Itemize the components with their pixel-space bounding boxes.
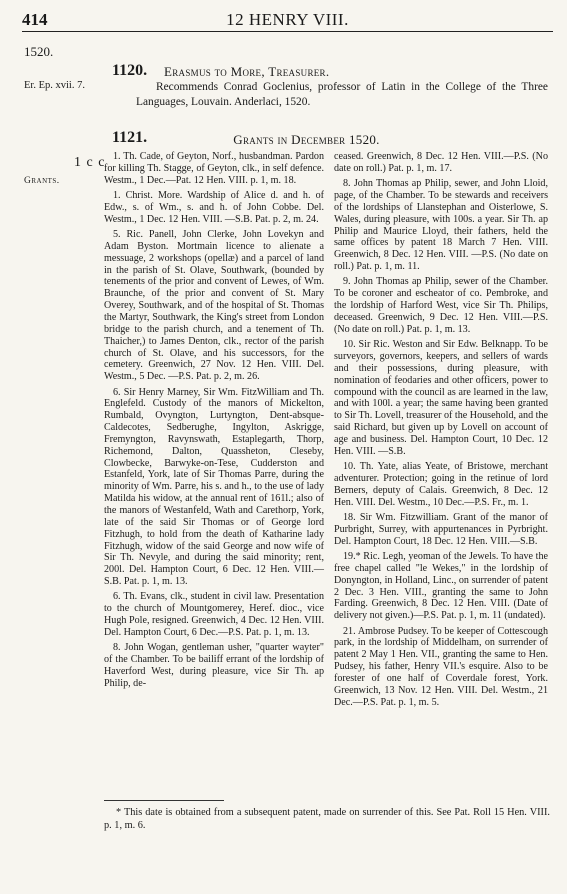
grant-item: 5. Ric. Panell, John Clerke, John Lovekyn and Adam Byston. Mortmain licence to alienate a messuage, 2 workshops (opellæ) and a parcel of land in the parish of St. Olave, Southwark, (bounded by tenements of the prior and convent of Lewes, of Wm. Braunche, of the prior and convent of St. Mary Overey, Southwark, and of the hospital of St. Thomas the Martyr, Southwark, the King's street from London bridge to the parish church, and a tenement of Th. Thaicher,) to James Denton, clk., rector of the parish church of St. Olave, and his successors, for the cemetery. Greenwich, 27 Nov. 12 Hen. VIII. Del. Westm., 5 Dec. —P.S. Pat. p. 2, m. 26. [104, 229, 324, 383]
grant-item: 6. Th. Evans, clk., student in civil law. Presentation to the church of Mountgomerey, Heref. dioc., vice Hugh Pole, resigned. Greenwich, 4 Dec. 12 Hen. VIII. Del. Hampton Court, 6 Dec.—P.S. Pat. p. 1, m. 13. [104, 591, 324, 638]
grant-item: 21. Ambrose Pudsey. To be keeper of Cottescough park, in the lordship of Middelham, on surrender of patent 2 May 1 Hen. VII., granting the same to Hen. Pudsey, his father, Henry VII.'s esquire. Also to be forester of one half of Coverdale forest, York. Greenwich, 13 Nov. 12 Hen. VIII. Del. Westm., 21 Dec.—P.S. Pat. p. 1, m. 5. [334, 625, 548, 708]
grant-item: 6. Sir Henry Marney, Sir Wm. FitzWilliam and Th. Englefeld. Custody of the manors of Mickelton, Rumbald, Ovyngton, Lurtyngton, Dent-absque-Caldecotes, Sedberughe, Ingylton, Askrigge, Fremyngton, Ravynswath, Estaplegarth, Thorp, Richemond, Dalton, Quassheton, Cleseby, Clowbecke, Barwyke-on-Tese, Cudderston and Estanfeld, York, late of Sir Thomas Parre, during the minority of Wm. Parre, his s. and h., to the use of lady Matilda his widow, at the annual rent of 161l.; also of the manors of Westanfeld, Wath and Carethorp, York, late of the said Sir Thomas or of George lord Fitzhugh, to hold from the death of Katharine lady Fitzhugh, widow of the said George and now wife of Sir Th. Nevyle, and during the said minority; rent, 200l. Del. Hampton Court, 6 Dec. 12 Hen. VIII.—S.B. Pat. p. 1, m. 13. [104, 386, 324, 588]
margin-mark: 1 c c [74, 155, 106, 170]
entry-reference: Er. Ep. xvii. 7. [24, 80, 85, 91]
grant-item: 8. John Wogan, gentleman usher, "quarter wayter" of the Chamber. To be bailiff errant of the lordship of Haverford West, during pleasure, vice Sir Th. ap Philip, de- [104, 642, 324, 689]
footnote-rule [104, 800, 224, 801]
grant-item: 19.* Ric. Legh, yeoman of the Jewels. To have the free chapel called "le Wekes," in the lordship of Donyngton, in Holland, Linc., on surrender of patent 2 Dec. 3 Hen. VIII., granting the same to John Farding. Greenwich, 8 Dec. 12 Hen. VIII. (Date of delivery not given.)—P.S. Pat. p. 1, m. 11 (undated). [334, 551, 548, 622]
grant-item: 10. Th. Yate, alias Yeate, of Bristowe, merchant adventurer. Protection; going in the retinue of lord Berners, deputy of Calais. Greenwich, 8 Dec. 12 Hen. VIII. Del. Westm., 10 Dec.—P.S. Fr., m. 1. [334, 461, 548, 508]
entry-body: Recommends Conrad Goclenius, professor of Latin in the College of the Three Languages, Louvain. Anderlaci, 1520. [136, 81, 548, 108]
grant-item: 1. Christ. More. Wardship of Alice d. and h. of Edw., s. of Wm., s. and h. of John Cobbe. Del. Westm., 1 Dec. 12 Hen. VIII. —S.B. Pat. p. 2, m. 24. [104, 190, 324, 225]
running-title: 12 HENRY VIII. [226, 10, 349, 29]
right-column [334, 151, 548, 712]
page-number: 414 [22, 10, 48, 29]
left-column [104, 151, 324, 693]
entry-title: Grants in December 1520. [233, 132, 380, 147]
page-header [22, 10, 553, 32]
grant-item: 1. Th. Cade, of Geyton, Norf., husbandman. Pardon for killing Th. Stagge, of Geyton, clk., in self defence. Westm., 1 Dec.—Pat. 12 Hen. VIII. p. 1, m. 18. [104, 151, 324, 186]
grant-item: 10. Sir Ric. Weston and Sir Edw. Belknapp. To be surveyors, governors, keepers, and sellers of wards and their possessions, during pleasure, with nomination of feodaries and other officers, power to compound with the council as are learned in the law, and with 100l. a year; the same having been granted to Sir Th. Lovell, treasurer of the Household, and the said Richard, but given up by Lovell on account of age and business. Del. Hampton Court, 10 Dec. 12 Hen. VIII. —S.B. [334, 339, 548, 457]
header-rule [22, 31, 553, 32]
entry-number: 1121. [112, 129, 148, 146]
side-label: Grants. [24, 176, 60, 186]
grant-item: 9. John Thomas ap Philip, sewer of the Chamber. To be coroner and escheator of co. Pembroke, and the lordship of Harford West, vice Sir Th. Philips, deceased. Greenwich, 9 Dec. 12 Hen. VIII.—P.S. (No date on roll.) Pat. p. 1, m. 13. [334, 276, 548, 335]
entry-1121-heading [24, 129, 549, 149]
footnote: * This date is obtained from a subsequent patent, made on surrender of this. See Pat. Roll 15 Hen. VIII. p. 1, m. 6. [104, 807, 550, 831]
grant-item: 18. Sir Wm. Fitzwilliam. Grant of the manor of Purbright, Surrey, with appurtenances in Pyrbright. Del. Hampton Court, 18 Dec. 12 Hen. VIII.—S.B. [334, 511, 548, 547]
year-heading: 1520. [24, 44, 54, 59]
entry-number: 1120. [112, 62, 148, 79]
entry-title: Erasmus to More, Treasurer. [164, 64, 330, 79]
grant-item: 8. John Thomas ap Philip, sewer, and John Lloid, page, of the Chamber. To be stewards and receivers of the lordships of Llanstephan and Oisterlowe, S. Wales, during pleasure, with 100s. a year. Sir Th. ap Philip and Maurice Lloyd, their fathers, held the same offices by patent 18 March 7 Hen. VIII. Greenwich, 8 Dec. 12 Hen. VIII. —P.S. (No date on roll.) Pat. p. 1, m. 11. [334, 178, 548, 273]
grant-item-continuation: ceased. Greenwich, 8 Dec. 12 Hen. VIII.—P.S. (No date on roll.) Pat. p. 1, m. 17. [334, 151, 548, 174]
